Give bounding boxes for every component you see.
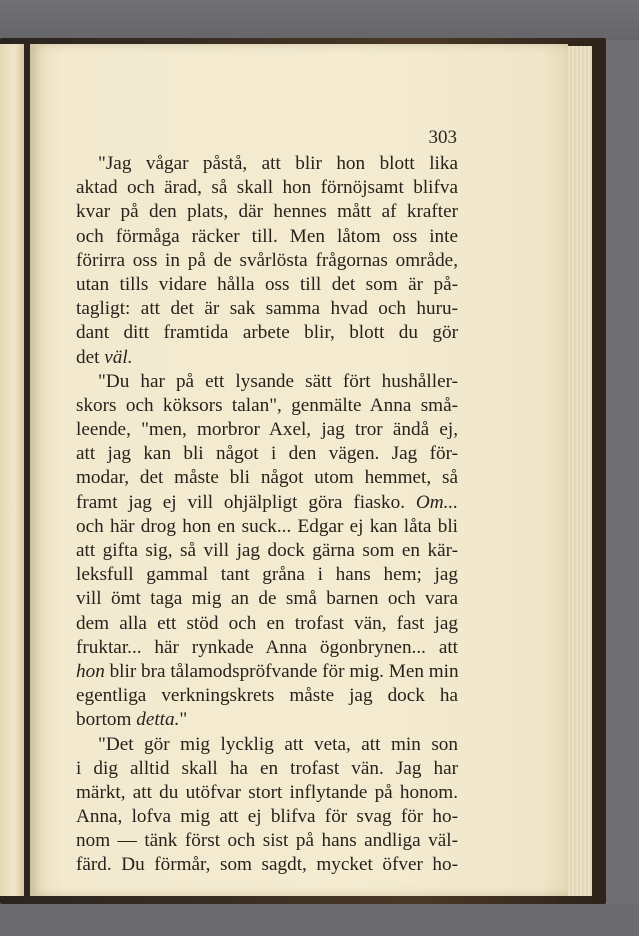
text-line: [76, 491, 458, 515]
text-line: [76, 708, 458, 732]
text-line: [76, 853, 458, 877]
text-run: tagligt: att det är sak samma hvad och huru-: [76, 298, 458, 320]
text-line: [76, 684, 458, 708]
text-line: [76, 781, 458, 805]
text-line: [76, 563, 458, 587]
background-bottom: [0, 904, 639, 936]
text-line: [76, 176, 458, 200]
text-run: att jag kan bli något i den vägen. Jag för-: [76, 443, 458, 465]
text-run: det: [76, 346, 105, 368]
text-line: [76, 660, 458, 684]
italic-text: hon: [76, 660, 105, 682]
text-line: [76, 321, 458, 345]
text-run: i dig alltid skall ha en trofast vän. Jag har: [76, 757, 458, 779]
text-run: förirra oss in på de svårlösta frågornas område,: [76, 249, 458, 271]
text-line: [76, 418, 458, 442]
text-line: [76, 370, 458, 394]
text-run: egentliga verkningskrets måste jag dock ha: [76, 685, 458, 707]
text-run: ": [179, 709, 188, 731]
text-line: [76, 805, 458, 829]
text-run: blir bra tålamodspröfvande för mig. Men min: [104, 660, 459, 682]
text-line: [76, 733, 458, 757]
text-run: modar, det måste bli något utom hemmet, så: [76, 467, 458, 489]
text-line: [76, 587, 458, 611]
text-line: [76, 297, 458, 321]
text-line: [76, 200, 458, 224]
text-run: framt jag ej vill ohjälpligt göra fiasko.: [76, 491, 416, 513]
text-run: Anna, lofva mig att ej blifva för svag för ho-: [76, 806, 458, 828]
text-line: [76, 829, 458, 853]
text-line: [76, 466, 458, 490]
text-line: [76, 394, 458, 418]
text-run: dant ditt framtida arbete blir, blott du gör: [76, 322, 458, 344]
text-run: leende, "men, morbror Axel, jag tror ändå ej,: [76, 419, 458, 441]
text-run: aktad och ärad, så skall hon förnöjsamt blifva: [76, 177, 458, 199]
background: [0, 0, 639, 40]
text-line: [76, 249, 458, 273]
text-line: [76, 757, 458, 781]
text-run: märkt, att du utöfvar stort inflytande på honom.: [76, 781, 458, 803]
text-line: [76, 612, 458, 636]
text-run: leksfull gammal tant gråna i hans hem; jag: [76, 564, 458, 586]
text-run: "Du har på ett lysande sätt fört hushåller-: [98, 370, 458, 392]
text-run: vill ömt taga mig an de små barnen och vara: [76, 588, 458, 610]
body-text: [76, 152, 458, 878]
text-line: [76, 515, 458, 539]
text-line: [76, 152, 458, 176]
text-run: "Det gör mig lycklig att veta, att min son: [98, 733, 458, 755]
facing-page-edge: [0, 44, 24, 896]
italic-text: väl.: [104, 346, 133, 368]
text-run: "Jag vågar påstå, att blir hon blott lika: [98, 153, 458, 174]
italic-text: detta.: [136, 709, 180, 731]
text-run: utan tills vidare hålla oss till det som är på-: [76, 273, 458, 295]
text-line: [76, 225, 458, 249]
text-run: nom — tänk först och sist på hans andliga väl-: [76, 830, 458, 852]
italic-text: Om...: [415, 491, 458, 513]
text-line: [76, 539, 458, 563]
text-run: bortom: [76, 709, 137, 731]
text-line: [76, 273, 458, 297]
text-run: och förmåga räcker till. Men låtom oss inte: [76, 225, 458, 247]
text-run: och här drog hon en suck... Edgar ej kan låta bli: [76, 515, 458, 537]
text-run: färd. Du förmår, som sagdt, mycket öfver ho-: [76, 854, 458, 876]
text-run: skors och köksors talan", genmälte Anna små-: [76, 394, 458, 416]
text-run: fruktar... här rynkade Anna ögonbrynen... att: [76, 636, 458, 658]
text-line: [76, 346, 458, 370]
text-run: att gifta sig, så vill jag dock gärna som en kär-: [76, 540, 458, 561]
page-number: 303: [428, 127, 457, 148]
text-line: [76, 442, 458, 466]
text-run: kvar på den plats, där hennes mått af krafter: [76, 201, 458, 223]
text-line: [76, 636, 458, 660]
text-run: dem alla ett stöd och en trofast vän, fast jag: [76, 612, 458, 634]
